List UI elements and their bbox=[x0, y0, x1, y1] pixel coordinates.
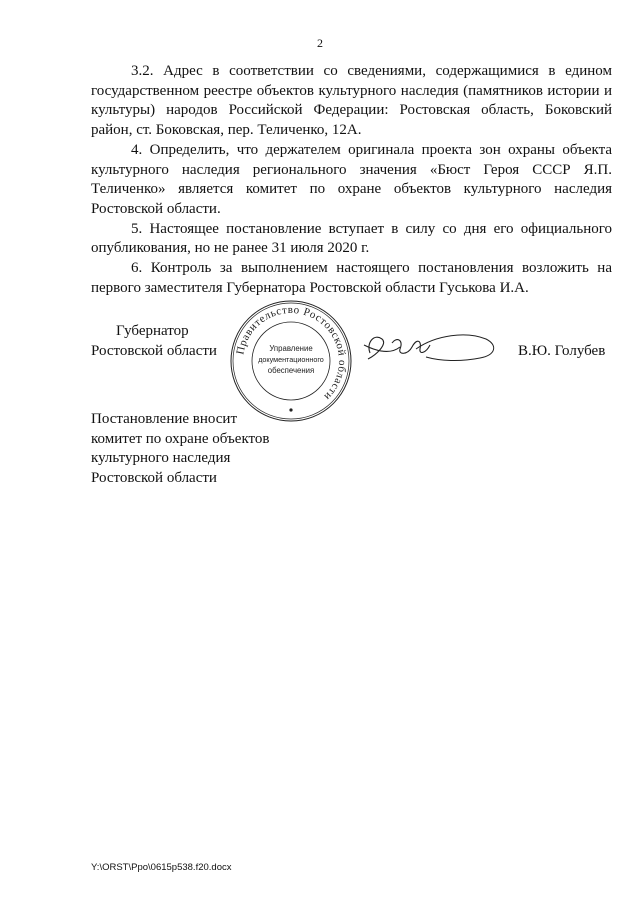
handwritten-signature bbox=[356, 325, 504, 370]
signatory-title bbox=[91, 322, 217, 361]
submitter-note bbox=[91, 410, 269, 489]
signatory-title-line1: Губернатор bbox=[116, 323, 189, 339]
submitter-line1: Постановление вносит bbox=[91, 411, 238, 427]
stamp-inner-line2: документационного bbox=[258, 355, 324, 364]
submitter-line4: Ростовской области bbox=[91, 470, 217, 487]
paragraph-5: 5. Настоящее постановление вступает в силу со дня его официального опубликования, но не ранее 31 июля 2020 г. bbox=[91, 220, 612, 257]
document-body bbox=[91, 62, 612, 298]
paragraph-4: 4. Определить, что держателем оригинала проекта зон охраны объекта культурного наследия регионального значения «Бюст Героя СССР Я.П. Теличенко» является комитет по охране объектов культурного наследия Ростовской области. bbox=[91, 141, 612, 217]
file-path-footer: Y:\ORST\Ppo\0615p538.f20.docx bbox=[91, 862, 232, 873]
stamp-inner-line3: обеспечения bbox=[267, 366, 315, 375]
submitter-line2: комитет по охране объектов bbox=[91, 430, 270, 447]
paragraph-6: 6. Контроль за выполнением настоящего постановления возложить на первого заместителя Губернатора Ростовской области Гуськова И.А. bbox=[91, 260, 612, 296]
paragraph-3-2: 3.2. Адрес в соответствии со сведениями, содержащимися в едином государственном реестре объектов культурного наследия (памятников истории и культуры) народов Российской Федерации: Ростовская область, Боковский район, ст. Боковская, пер. Теличенко, 12А. bbox=[91, 63, 612, 139]
stamp-inner-line1: Управление bbox=[269, 344, 313, 353]
stamp-outer-text: Правительство Ростовской области bbox=[234, 303, 349, 403]
submitter-line3: культурного наследия bbox=[91, 450, 231, 467]
signatory-name: В.Ю. Голубев bbox=[518, 343, 606, 359]
signatory-title-line2: Ростовской области bbox=[91, 342, 217, 359]
official-stamp bbox=[229, 299, 353, 423]
page-number: 2 bbox=[317, 36, 323, 50]
